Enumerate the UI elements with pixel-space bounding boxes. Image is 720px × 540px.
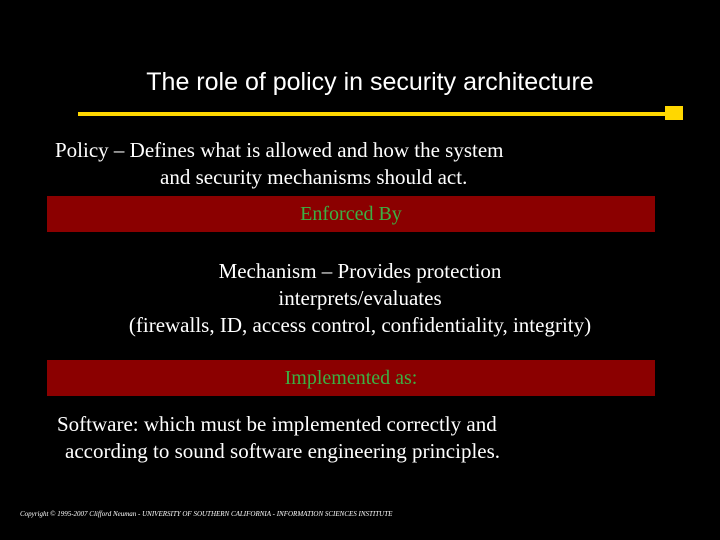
software-line-1: Software: which must be implemented correctly and bbox=[57, 412, 497, 436]
mechanism-line-3: (firewalls, ID, access control, confidentiality, integrity) bbox=[128, 313, 592, 337]
policy-definition bbox=[55, 137, 655, 191]
title-underline bbox=[78, 112, 668, 116]
enforced-by-band: Enforced By bbox=[47, 196, 655, 232]
title-underline-endcap bbox=[665, 106, 683, 120]
copyright-footer: Copyright © 1995-2007 Clifford Neuman - UNIVERSITY OF SOUTHERN CALIFORNIA - INFORMATION SCIENCES INSTITUTE bbox=[20, 510, 393, 518]
policy-line-1: Policy – Defines what is allowed and how the system bbox=[55, 138, 504, 162]
policy-line-2: and security mechanisms should act. bbox=[160, 165, 468, 189]
mechanism-line-2: interprets/evaluates bbox=[278, 286, 442, 310]
mechanism-definition bbox=[0, 258, 720, 339]
slide-title: The role of policy in security architecture bbox=[146, 68, 594, 96]
software-line-2: according to sound software engineering principles. bbox=[65, 439, 501, 463]
mechanism-line-1: Mechanism – Provides protection bbox=[218, 259, 502, 283]
software-definition bbox=[57, 411, 677, 465]
implemented-as-band: Implemented as: bbox=[47, 360, 655, 396]
